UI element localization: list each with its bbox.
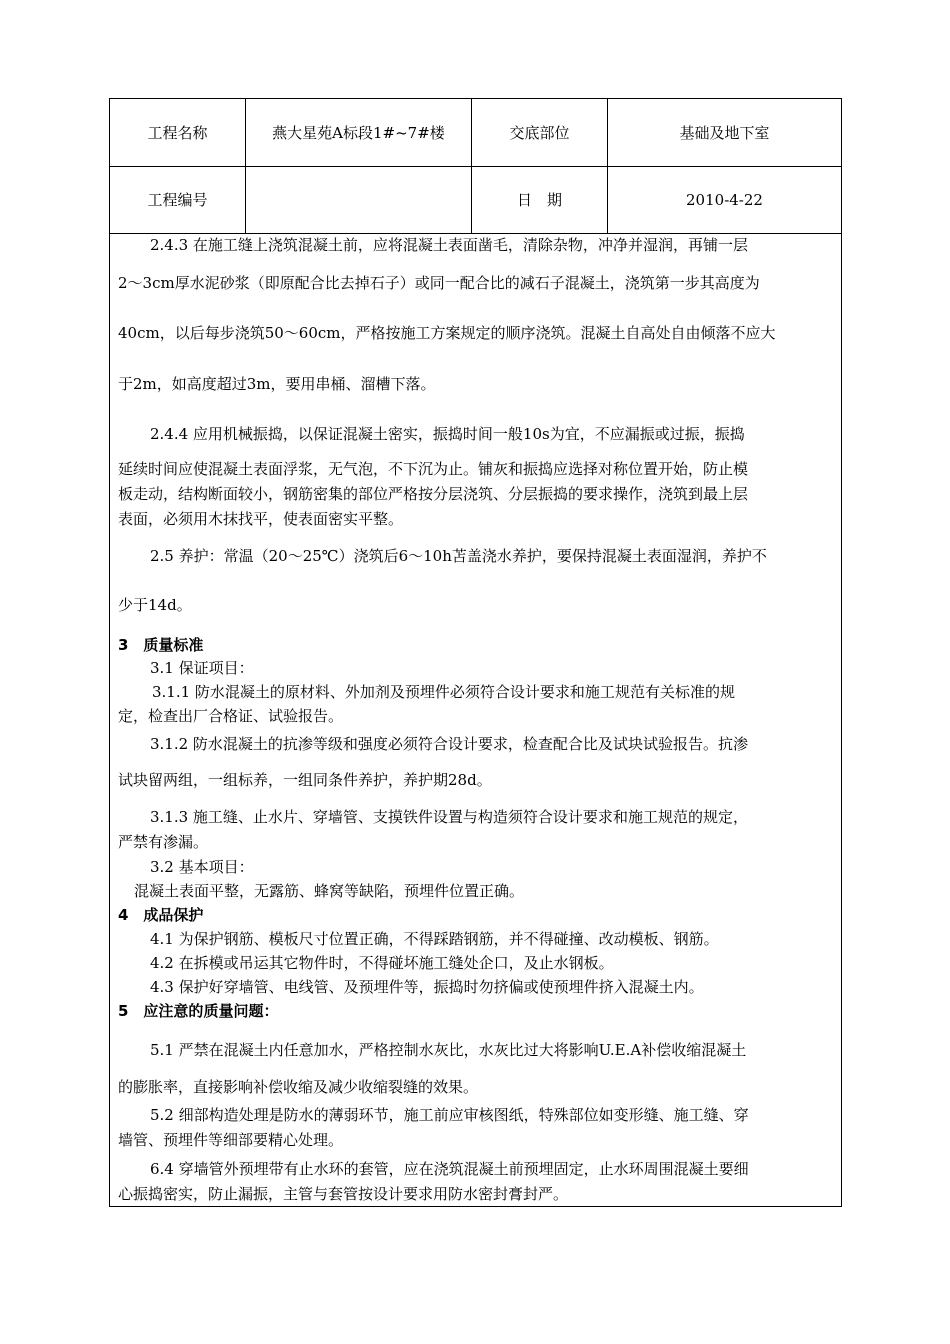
- body-line: 试块留两组，一组标养，一组同条件养护，养护期28d。: [118, 771, 492, 789]
- document-frame: [109, 98, 842, 1207]
- body-line: 心振捣密实，防止漏振，主管与套管按设计要求用防水密封膏封严。: [118, 1185, 569, 1203]
- body-line: 板走动，结构断面较小，钢筋密集的部位严格按分层浇筑、分层振捣的要求操作，浇筑到最上层: [118, 485, 749, 503]
- body-line: 2～3cm厚水泥砂浆（即原配合比去掉石子）或同一配合比的减石子混凝土，浇筑第一步其高度为: [118, 274, 760, 292]
- date-label: 日 期: [472, 166, 608, 233]
- body-line: 2.5 养护：常温（20～25℃）浇筑后6～10h苫盖浇水养护，要保持混凝土表面湿润，养护不: [150, 547, 767, 565]
- body-line: 于2m，如高度超过3m，要用串桶、溜槽下落。: [118, 375, 436, 393]
- project-name-value: 燕大星苑A标段1#~7#楼: [246, 99, 472, 166]
- body-line: 定，检查出厂合格证、试验报告。: [118, 707, 344, 725]
- body-line: 6.4 穿墙管外预埋带有止水环的套管，应在浇筑混凝土前预埋固定，止水环周围混凝土要细: [150, 1160, 749, 1178]
- body-line: 2.4.4 应用机械振捣，以保证混凝土密实，振捣时间一般10s为宜，不应漏振或过振，振捣: [150, 425, 745, 443]
- body-line: 3.1.3 施工缝、止水片、穿墙管、支摸铁件设置与构造须符合设计要求和施工规范的规定，: [150, 808, 748, 826]
- header-table: [110, 99, 841, 234]
- project-number-value: [246, 166, 472, 233]
- body-line: 混凝土表面平整，无露筋、蜂窝等缺陷，预埋件位置正确。: [134, 882, 525, 900]
- project-name-label: 工程名称: [110, 99, 246, 166]
- section-heading: 5 应注意的质量问题：: [118, 1002, 279, 1020]
- body-line: 40cm，以后每步浇筑50～60cm，严格按施工方案规定的顺序浇筑。混凝土自高处自由倾落不应大: [118, 324, 776, 342]
- body-line: 表面，必须用木抹找平，使表面密实平整。: [118, 510, 404, 528]
- body-line: 3.1.2 防水混凝土的抗渗等级和强度必须符合设计要求，检查配合比及试块试验报告。抗渗: [150, 735, 748, 753]
- section-heading: 4 成品保护: [118, 906, 204, 924]
- body-line: 的膨胀率，直接影响补偿收缩及减少收缩裂缝的效果。: [118, 1078, 479, 1096]
- body-line: 2.4.3 在施工缝上浇筑混凝土前，应将混凝土表面凿毛，清除杂物，冲净并湿润，再铺一层: [150, 236, 748, 254]
- body-line: 3.2 基本项目：: [150, 858, 254, 876]
- body-line: 严禁有渗漏。: [118, 833, 209, 851]
- body-line: 延续时间应使混凝土表面浮浆，无气泡，不下沉为止。铺灰和振捣应选择对称位置开始，防止模: [118, 460, 749, 478]
- section-heading: 3 质量标准: [118, 636, 204, 654]
- date-value: 2010-4-22: [608, 166, 842, 233]
- handover-part-value: 基础及地下室: [608, 99, 842, 166]
- body-line: 墙管、预埋件等细部要精心处理。: [118, 1131, 344, 1149]
- body-line: 4.1 为保护钢筋、模板尺寸位置正确，不得踩踏钢筋，并不得碰撞、改动模板、钢筋。: [150, 930, 719, 948]
- body-line: 3.1.1 防水混凝土的原材料、外加剂及预埋件必须符合设计要求和施工规范有关标准的规: [152, 683, 735, 701]
- body-line: 5.1 严禁在混凝土内任意加水，严格控制水灰比，水灰比过大将影响U.E.A补偿收缩混凝土: [150, 1041, 747, 1059]
- body-line: 5.2 细部构造处理是防水的薄弱环节，施工前应审核图纸，特殊部位如变形缝、施工缝、穿: [150, 1106, 749, 1124]
- project-number-label: 工程编号: [110, 166, 246, 233]
- handover-part-label: 交底部位: [472, 99, 608, 166]
- body-line: 3.1 保证项目：: [150, 659, 254, 677]
- body-line: 4.3 保护好穿墙管、电线管、及预埋件等，振捣时勿挤偏或使预埋件挤入混凝土内。: [150, 978, 704, 996]
- body-line: 4.2 在拆模或吊运其它物件时，不得碰坏施工缝处企口，及止水钢板。: [150, 954, 614, 972]
- body-line: 少于14d。: [118, 596, 192, 614]
